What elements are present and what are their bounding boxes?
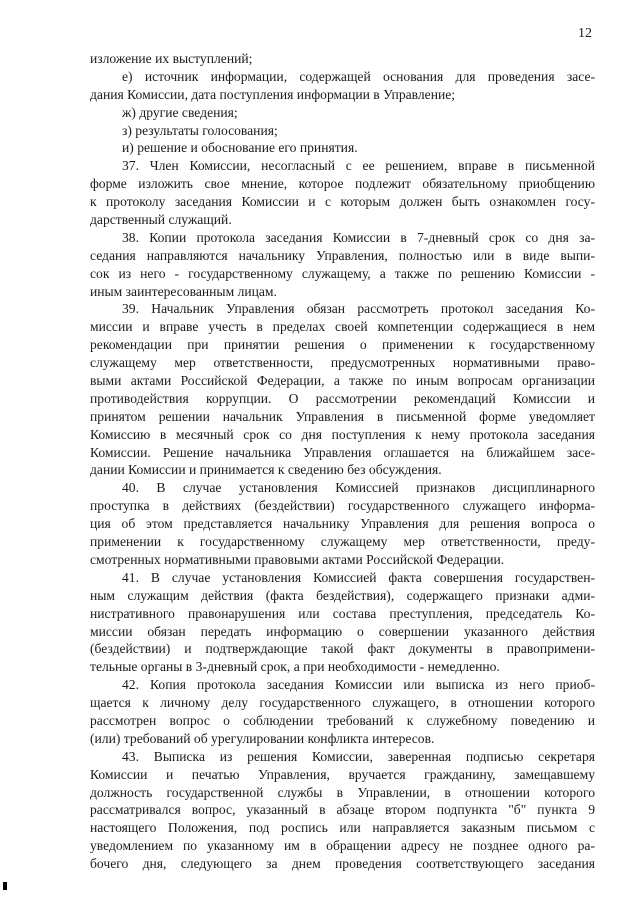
text-line: з) результаты голосования; [122, 122, 278, 138]
text-line: сок из него - государственному служащему, а также по решению Комиссии - [90, 265, 595, 281]
text-line: дания Комиссии, дата поступления информации в Управление; [90, 86, 456, 102]
text-line: миссии и вправе учесть в пределах своей компетенции содержащиеся в нем [90, 319, 595, 335]
text-line: 39. Начальник Управления обязан рассмотреть протокол заседания Ко- [122, 301, 595, 317]
text-line: выми актами Российской Федерации, а также по иным вопросам организации [90, 373, 595, 389]
document-body [90, 50, 595, 873]
text-line: нистративного правонарушения или состава преступления, председатель Ко- [90, 605, 595, 621]
text-line: 38. Копии протокола заседания Комиссии в 7-дневный срок со дня за- [122, 229, 595, 245]
scan-mark [3, 882, 7, 890]
page-number: 12 [578, 26, 592, 41]
text-line: Комиссии. Решение начальника Управления оглашается на ближайшем засе- [90, 444, 595, 460]
text-line: рассматривался вопрос, указанный в абзаце втором подпункта "б" пункта 9 [90, 802, 595, 818]
text-line: изложение их выступлений; [90, 51, 253, 66]
text-line: принятом решении начальник Управления в письменной форме уведомляет [90, 408, 595, 424]
text-line: (или) требований об урегулировании конфликта интересов. [90, 730, 435, 746]
text-line: бочего дня, следующего за днем проведения соответствующего заседания [90, 856, 595, 872]
text-line: ным служащим действия (факта бездействия), содержащего признаки адми- [90, 587, 595, 603]
text-line: е) источник информации, содержащей основания для проведения засе- [122, 68, 595, 84]
text-line: должность государственной службы в Управлении, в отношении которого [90, 784, 595, 800]
text-line: служащему мер ответственности, предусмотренных нормативными право- [90, 355, 595, 371]
text-line: уведомлением по указанному им в обращении адресу не позднее одного ра- [90, 838, 595, 854]
text-line: седания направляются начальнику Управления, полностью или в виде выпи- [90, 247, 595, 263]
text-line: 43. Выписка из решения Комиссии, заверенная подписью секретаря [122, 748, 595, 764]
text-line: 42. Копия протокола заседания Комиссии или выписка из него приоб- [122, 677, 595, 693]
text-line: миссии обязан передать информацию о совершении указанного действия [90, 623, 595, 639]
text-line: дании Комиссии и принимается к сведению без обсуждения. [90, 462, 442, 478]
text-line: и) решение и обоснование его принятия. [122, 140, 358, 156]
text-line: смотренных нормативными правовыми актами Российской Федерации. [90, 551, 505, 567]
text-line: иным заинтересованным лицам. [90, 283, 277, 299]
text-line: применении к государственному служащему мер ответственности, преду- [90, 534, 595, 550]
text-line: ция об этом представляется начальнику Управления для решения вопроса о [90, 516, 595, 532]
text-line: противодействия коррупции. О рассмотрении рекомендаций Комиссии и [90, 390, 595, 406]
text-line: к протоколу заседания Комиссии и с которым должен быть ознакомлен госу- [90, 194, 595, 210]
text-line: ж) другие сведения; [122, 104, 238, 120]
text-line: настоящего Положения, под роспись или направляется заказным письмом с [90, 820, 595, 836]
text-line: щается к личному делу государственного служащего, в отношении которого [90, 695, 595, 711]
text-line: рекомендации при принятии решения о применении к государственному [90, 337, 595, 353]
text-line: 40. В случае установления Комиссией признаков дисциплинарного [122, 480, 595, 496]
text-line: дарственный служащий. [90, 212, 232, 228]
text-line: Комиссию в месячный срок со дня поступления к нему протокола заседания [90, 426, 595, 442]
text-line: 41. В случае установления Комиссией факта совершения государствен- [122, 569, 595, 585]
text-line: рассмотрен вопрос о соблюдении требований к служебному поведению и [90, 712, 595, 728]
text-line: 37. Член Комиссии, несогласный с ее решением, вправе в письменной [122, 158, 595, 174]
text-line: тельные органы в 3-дневный срок, а при необходимости - немедленно. [90, 659, 500, 675]
text-line: форме изложить свое мнение, которое подлежит обязательному приобщению [90, 176, 595, 192]
text-line: (бездействии) и подтверждающие такой факт документы в правопримени- [90, 641, 595, 657]
text-line: Комиссии и печатью Управления, вручается гражданину, замещавшему [90, 766, 595, 782]
text-line: проступка в действиях (бездействии) государственного служащего информа- [90, 498, 595, 514]
